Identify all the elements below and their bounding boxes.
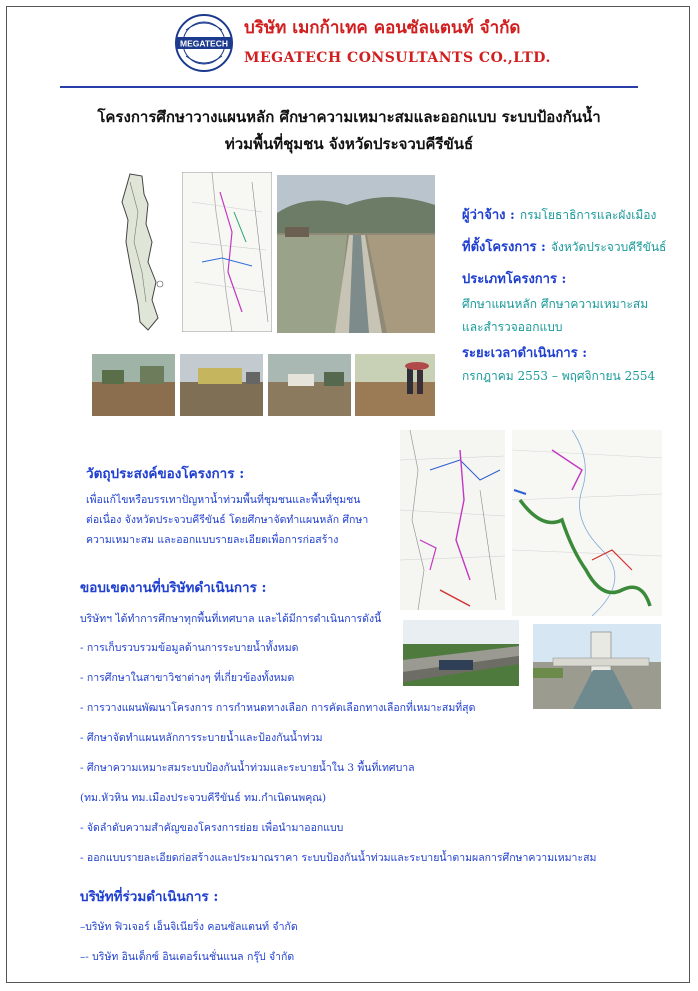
- floodgate-render-image: [533, 624, 661, 709]
- objective-heading: วัตถุประสงค์ของโครงการ :: [86, 466, 245, 482]
- company-name-thai: บริษัท เมกก้าเทค คอนซัลแตนท์ จำกัด: [244, 18, 521, 38]
- project-type-label: ประเภทโครงการ :: [462, 272, 567, 287]
- flood-wall-render-image: [403, 620, 519, 686]
- objective-line2: ต่อเนื่อง จังหวัดประจวบคีรีขันธ์ โดยศึกษาจัดทำแผนหลัก ศึกษา: [86, 514, 369, 526]
- scope-item: - การศึกษาในสาขาวิชาต่างๆ ที่เกี่ยวข้องทั้งหมด: [80, 672, 295, 684]
- client-value: กรมโยธาธิการและผังเมือง: [519, 208, 657, 222]
- project-type-value-1: ศึกษาแผนหลัก ศึกษาความเหมาะสม: [462, 297, 649, 311]
- scope-item: - ออกแบบรายละเอียดก่อสร้างและประมาณราคา ระบบป้องกันน้ำท่วมและระบายน้ำตามผลการศึกษาความเหมาะสม: [80, 852, 597, 864]
- period-value: กรกฎาคม 2553 – พฤศจิกายน 2554: [462, 369, 656, 383]
- scope-heading: ขอบเขตงานที่บริษัทดำเนินการ :: [80, 580, 267, 596]
- scope-item: - การวางแผนพัฒนาโครงการ การกำหนดทางเลือก การคัดเลือกทางเลือกที่เหมาะสมที่สุด: [80, 702, 476, 714]
- project-title-line1: โครงการศึกษาวางแผนหลัก ศึกษาความเหมาะสมและออกแบบ ระบบป้องกันน้ำ: [97, 108, 601, 126]
- partner-item: –บริษัท ฟิวเจอร์ เอ็นจิเนียริ่ง คอนซัลแตนท์ จำกัด: [80, 921, 298, 933]
- province-map-image: [108, 172, 178, 332]
- river-route-map-image: [512, 430, 662, 616]
- scope-item: - จัดลำดับความสำคัญของโครงการย่อย เพื่อนำมาออกแบบ: [80, 822, 344, 834]
- project-type-value-2: และสำรวจออกแบบ: [462, 320, 563, 334]
- location-label: ที่ตั้งโครงการ :: [462, 240, 546, 255]
- canal-photo: [277, 175, 435, 333]
- drainage-plan-map-image: [182, 172, 272, 332]
- objective-line3: ความเหมาะสม และออกแบบรายละเอียดเพื่อการก่อสร้าง: [86, 534, 339, 546]
- partners-heading: บริษัทที่ร่วมดำเนินการ :: [80, 889, 219, 905]
- objective-line1: เพื่อแก้ไขหรือบรรเทาปัญหาน้ำท่วมพื้นที่ชุมชนและพื้นที่ชุมชน: [86, 494, 361, 506]
- megatech-logo: [174, 12, 234, 74]
- location-row: [462, 236, 666, 257]
- client-row: [462, 204, 656, 225]
- flood-photo-3: [268, 354, 351, 416]
- period-label: ระยะเวลาดำเนินการ :: [462, 346, 588, 361]
- project-title-line2: ท่วมพื้นที่ชุมชน จังหวัดประจวบคีรีขันธ์: [224, 135, 474, 153]
- location-value: จังหวัดประจวบคีรีขันธ์: [550, 240, 667, 254]
- header-divider: [60, 86, 638, 88]
- study-area-map-image: [400, 430, 505, 610]
- scope-item: - ศึกษาจัดทำแผนหลักการระบายน้ำและป้องกันน้ำท่วม: [80, 732, 323, 744]
- scope-item: (ทม.หัวหิน ทม.เมืองประจวบคีรีขันธ์ ทม.กำเนิดนพคุณ): [80, 792, 327, 804]
- objective-text: [86, 490, 376, 550]
- flood-photo-1: [92, 354, 175, 416]
- flood-photo-4: [355, 354, 435, 416]
- scope-item: - ศึกษาความเหมาะสมระบบป้องกันน้ำท่วมและระบายน้ำใน 3 พื้นที่เทศบาล: [80, 762, 415, 774]
- company-name-english: MEGATECH CONSULTANTS CO.,LTD.: [244, 50, 551, 66]
- project-title: [40, 104, 658, 158]
- partner-item: –- บริษัท อินเด็กซ์ อินเตอร์เนชั่นแนล กรุ๊ป จำกัด: [80, 951, 295, 963]
- flood-photo-2: [180, 354, 263, 416]
- client-label: ผู้ว่าจ้าง :: [462, 208, 515, 223]
- scope-intro: บริษัทฯ ได้ทำการศึกษาทุกพื้นที่เทศบาล และได้มีการดำเนินการดังนี้: [80, 613, 382, 625]
- logo-text: MEGATECH: [179, 38, 229, 49]
- scope-item: - การเก็บรวบรวมข้อมูลด้านการระบายน้ำทั้งหมด: [80, 642, 299, 654]
